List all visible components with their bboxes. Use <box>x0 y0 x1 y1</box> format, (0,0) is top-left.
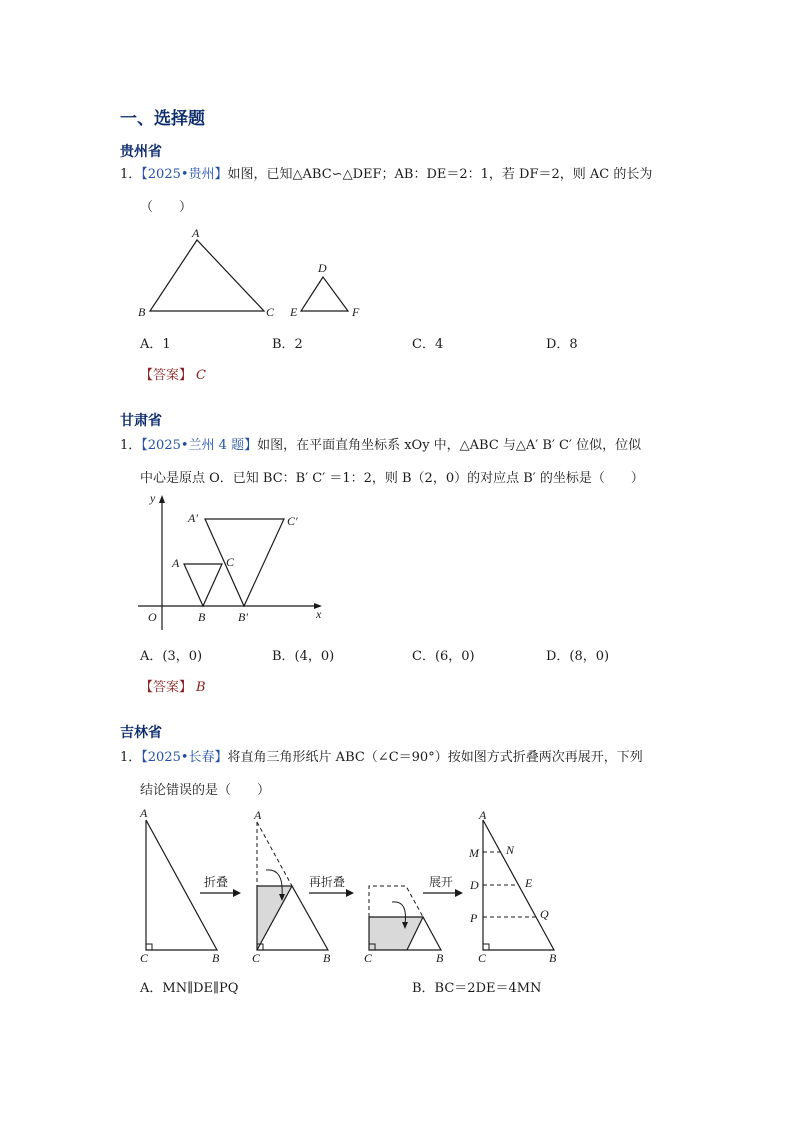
p4-label-b: B <box>549 951 557 965</box>
label-x: x <box>316 607 322 621</box>
label-b-prime: B′ <box>238 610 248 624</box>
answer-label: 【答案】 <box>140 368 193 383</box>
arrow-label-fold: 折叠 <box>204 875 229 889</box>
question-source: 【2025•贵州】 <box>141 167 228 182</box>
panel4-right-angle <box>483 944 489 950</box>
p3-label-c: C <box>364 951 373 965</box>
arrow-label-unfold: 展开 <box>429 875 454 889</box>
question-source: 【2025•兰州 4 题】 <box>141 438 258 453</box>
question-number: 1． <box>120 750 142 765</box>
label-c: C <box>226 555 235 569</box>
question-number: 1． <box>120 167 142 182</box>
p4-label-p: P <box>470 911 478 925</box>
label-c-prime: C′ <box>287 514 298 528</box>
p4-label-e: E <box>525 876 533 890</box>
answer-value: C <box>196 368 206 383</box>
option-b[interactable]: B．(4，0) <box>272 649 335 664</box>
province-heading: 吉林省 <box>120 725 162 741</box>
question-blank: （ ） <box>140 200 193 215</box>
label-e: E <box>290 305 298 319</box>
province-heading: 贵州省 <box>120 144 162 160</box>
p2-label-a: A <box>254 808 262 822</box>
p4-label-d: D <box>470 878 479 892</box>
label-d: D <box>318 261 327 275</box>
label-c: C <box>266 305 275 319</box>
option-a[interactable]: A．1 <box>140 337 171 352</box>
label-a: A <box>172 556 180 570</box>
p4-label-c: C <box>478 951 487 965</box>
panel1-right-angle <box>146 944 152 950</box>
option-a[interactable]: A．(3，0) <box>140 649 203 664</box>
panel2-dashed-hyp <box>257 822 292 886</box>
question-text: 将直角三角形纸片 ABC（∠C＝90°）按如图方式折叠两次再展开，下列 <box>227 750 643 765</box>
label-b: B <box>198 610 206 624</box>
option-c[interactable]: C．(6，0) <box>412 649 475 664</box>
p1-label-b: B <box>212 951 220 965</box>
question-text: 如图，在平面直角坐标系 xOy 中，△ABC 与△A′ B′ C′ 位似，位似 <box>257 438 642 453</box>
p2-label-c: C <box>252 951 261 965</box>
arrow-fold-head <box>233 889 241 897</box>
label-o: O <box>148 610 157 624</box>
answer-value: B <box>196 680 206 695</box>
option-b[interactable]: B．BC＝2DE＝4MN <box>412 981 542 996</box>
p4-label-m: M <box>469 846 479 860</box>
option-d[interactable]: D．(8，0) <box>546 649 610 664</box>
arrow-label-refold: 再折叠 <box>309 875 346 889</box>
p4-label-q: Q <box>540 907 549 921</box>
p3-label-b: B <box>436 951 444 965</box>
p1-label-a: A <box>140 806 148 820</box>
arrow-refold-head <box>346 889 354 897</box>
option-d[interactable]: D．8 <box>546 337 578 352</box>
answer-label: 【答案】 <box>140 680 193 695</box>
label-a: A <box>192 226 200 240</box>
label-y: y <box>150 491 156 505</box>
question-text-line2: 中心是原点 O．已知 BC：B′ C′ ＝1：2，则 B（2，0）的对应点 B′ 的坐标是（ ） <box>140 471 644 486</box>
label-b: B <box>138 305 146 319</box>
p4-label-a: A <box>479 808 487 822</box>
label-f: F <box>352 305 360 319</box>
option-c[interactable]: C．4 <box>412 337 444 352</box>
option-a[interactable]: A．MN∥DE∥PQ <box>140 981 239 996</box>
province-heading: 甘肃省 <box>120 413 162 429</box>
p4-label-n: N <box>506 843 515 857</box>
question-text: 如图，已知△ABC∽△DEF；AB：DE＝2：1，若 DF＝2，则 AC 的长为 <box>227 167 653 182</box>
p1-label-c: C <box>140 951 149 965</box>
option-b[interactable]: B．2 <box>272 337 303 352</box>
section-title: 一、选择题 <box>120 109 205 129</box>
p2-label-b: B <box>323 951 331 965</box>
label-a-prime: A′ <box>188 511 198 525</box>
question-text-line2: 结论错误的是（ ） <box>140 783 271 798</box>
question-source: 【2025•长春】 <box>141 750 228 765</box>
arrow-unfold-head <box>455 889 463 897</box>
question-number: 1． <box>120 438 142 453</box>
